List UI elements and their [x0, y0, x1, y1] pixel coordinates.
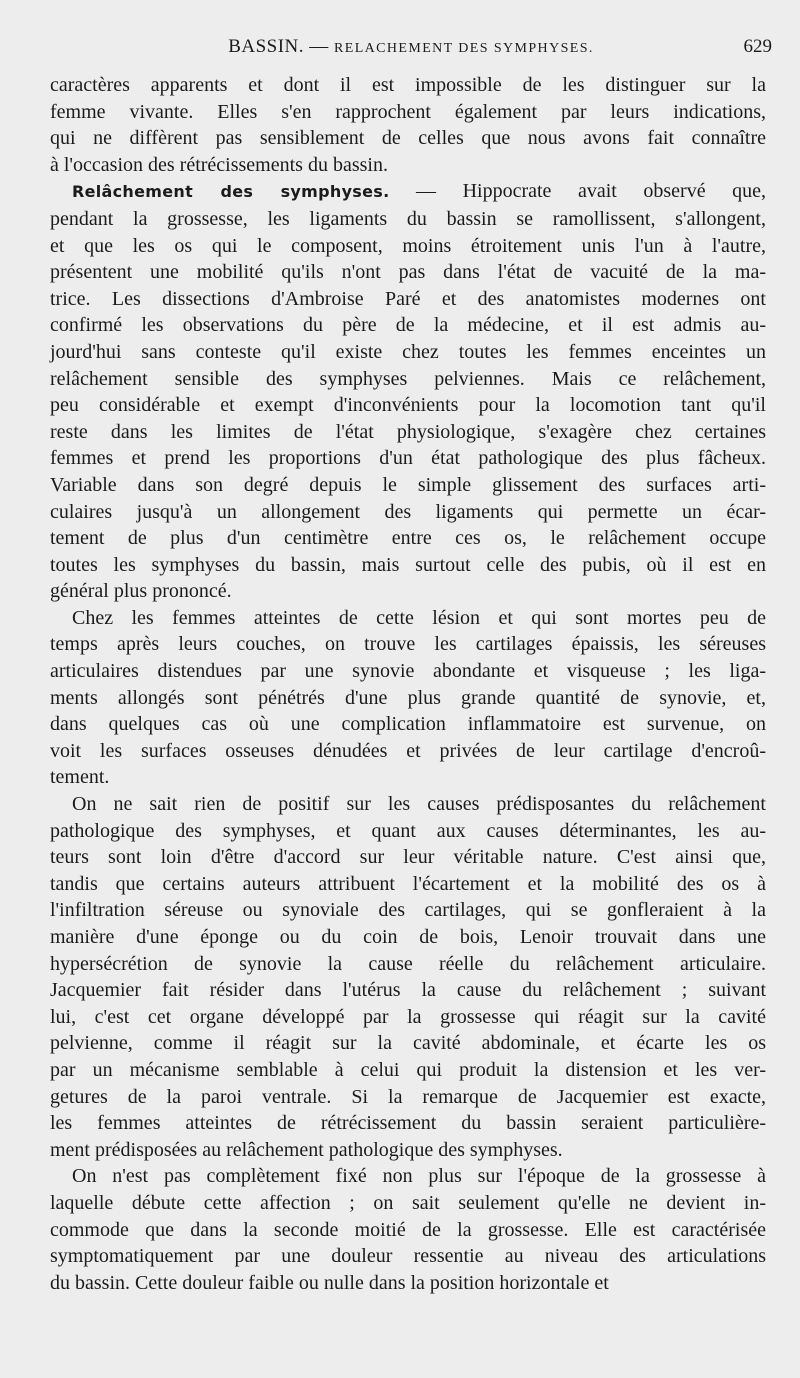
text-line: caractères apparents et dont il est impossible de les distinguer sur la — [50, 74, 766, 96]
text-line: relâchement sensible des symphyses pelviennes. Mais ce relâchement, — [50, 367, 766, 390]
text-line: et que les os qui le composent, moins étroitement unis l'un à l'autre, — [50, 234, 766, 257]
text-line: Variable dans son degré depuis le simple glissement des surfaces arti- — [50, 473, 766, 496]
header-dash: — — [309, 36, 329, 57]
text-line: ment prédisposées au relâchement pathologique des symphyses. — [50, 1138, 563, 1161]
paragraph — [50, 178, 766, 605]
text-line: général plus prononcé. — [50, 580, 232, 603]
text-line — [50, 178, 766, 206]
text-line: temps après leurs couches, on trouve les cartilages épaissis, les séreuses — [50, 633, 766, 656]
running-title — [50, 36, 772, 58]
text-line: présentent une mobilité qu'ils n'ont pas dans l'état de vacuité de la ma- — [50, 261, 766, 284]
text-line: par un mécanisme semblable à celui qui produit la distension et les ver- — [50, 1058, 766, 1081]
text-line: confirmé les observations du père de la médecine, et il est admis au- — [50, 314, 766, 337]
text-line: Jacquemier fait résider dans l'utérus la cause du relâchement ; suivant — [50, 979, 766, 1002]
text-line: teurs sont loin d'être d'accord sur leur véritable nature. C'est ainsi que, — [50, 846, 766, 869]
paragraph — [50, 605, 766, 791]
text-line: On ne sait rien de positif sur les causes prédisposantes du relâchement — [72, 793, 766, 816]
paragraph — [50, 791, 766, 1163]
text-line: tement. — [50, 766, 110, 789]
header-section: BASSIN. — [228, 36, 305, 57]
text-line: symptomatiquement par une douleur ressentie au niveau des articulations — [50, 1245, 766, 1268]
text-line: lui, c'est cet organe développé par la grossesse qui réagit sur la cavité — [50, 1005, 766, 1028]
text-line: tandis que certains auteurs attribuent l'écartement et la mobilité des os à — [50, 872, 766, 895]
text-line: manière d'une éponge ou du coin de bois, Lenoir trouvait dans une — [50, 926, 766, 948]
text-line: ments allongés sont pénétrés d'une plus grande quantité de synovie, et, — [50, 686, 766, 709]
text-line: peu considérable et exempt d'inconvénients pour la locomotion tant qu'il — [50, 394, 766, 417]
text-line: voit les surfaces osseuses dénudées et privées de leur cartilage d'encroû- — [50, 739, 766, 762]
text-line: jourd'hui sans conteste qu'il existe chez toutes les femmes enceintes un — [50, 340, 766, 363]
text-line: getures de la paroi ventrale. Si la remarque de Jacquemier est exacte, — [50, 1085, 766, 1108]
text-line: Chez les femmes atteintes de cette lésion et qui sont mortes peu de — [72, 606, 766, 629]
text-line: à l'occasion des rétrécissements du bassin. — [50, 153, 388, 176]
text-line: du bassin. Cette douleur faible ou nulle dans la position horizontale et — [50, 1271, 609, 1294]
text-line: pathologique des symphyses, et quant aux causes déterminantes, les au- — [50, 819, 766, 842]
text-line: femmes et prend les proportions d'un état pathologique des plus fâcheux. — [50, 447, 766, 470]
text-line: culaires jusqu'à un allongement des ligaments qui permette un écar- — [50, 500, 766, 523]
text-line: reste dans les limites de l'état physiologique, s'exagère chez certaines — [50, 420, 766, 443]
text-line: dans quelques cas où une complication inflammatoire est survenue, on — [50, 713, 766, 736]
text-line: articulaires distendues par une synovie abondante et visqueuse ; les liga- — [50, 660, 766, 683]
running-header — [50, 36, 772, 66]
text-line: pendant la grossesse, les ligaments du bassin se ramollissent, s'allongent, — [50, 207, 766, 230]
text-line: toutes les symphyses du bassin, mais surtout celle des pubis, où il est en — [50, 553, 766, 576]
text-line: l'infiltration séreuse ou synoviale des cartilages, qui se gonfleraient à la — [50, 899, 766, 922]
text-line: hypersécrétion de synovie la cause réelle du relâchement articulaire. — [50, 952, 766, 975]
paragraph — [50, 1163, 766, 1296]
text-line: femme vivante. Elles s'en rapprochent également par leurs indications, — [50, 100, 766, 123]
text-line: On n'est pas complètement fixé non plus sur l'époque de la grossesse à — [72, 1165, 766, 1188]
section-heading: Relâchement des symphyses. — [72, 182, 390, 202]
header-subtitle: RELACHEMENT DES SYMPHYSES. — [334, 41, 594, 56]
text-line: les femmes atteintes de rétrécissement du bassin seraient particulière- — [50, 1112, 766, 1135]
text-line: pelvienne, comme il réagit sur la cavité abdominale, et écarte les os — [50, 1032, 766, 1055]
body-text — [50, 72, 766, 1296]
page-number: 629 — [743, 36, 772, 57]
heading-line-text: — Hippocrate avait observé que, — [389, 180, 766, 203]
text-line: trice. Les dissections d'Ambroise Paré et des anatomistes modernes ont — [50, 287, 766, 310]
text-line: laquelle débute cette affection ; on sait seulement qu'elle ne devient in- — [50, 1191, 766, 1214]
text-line: qui ne diffèrent pas sensiblement de celles que nous avons fait connaître — [50, 127, 766, 150]
text-line: commode que dans la seconde moitié de la grossesse. Elle est caractérisée — [50, 1218, 766, 1241]
paragraph — [50, 72, 766, 178]
text-line: tement de plus d'un centimètre entre ces os, le relâchement occupe — [50, 527, 766, 550]
